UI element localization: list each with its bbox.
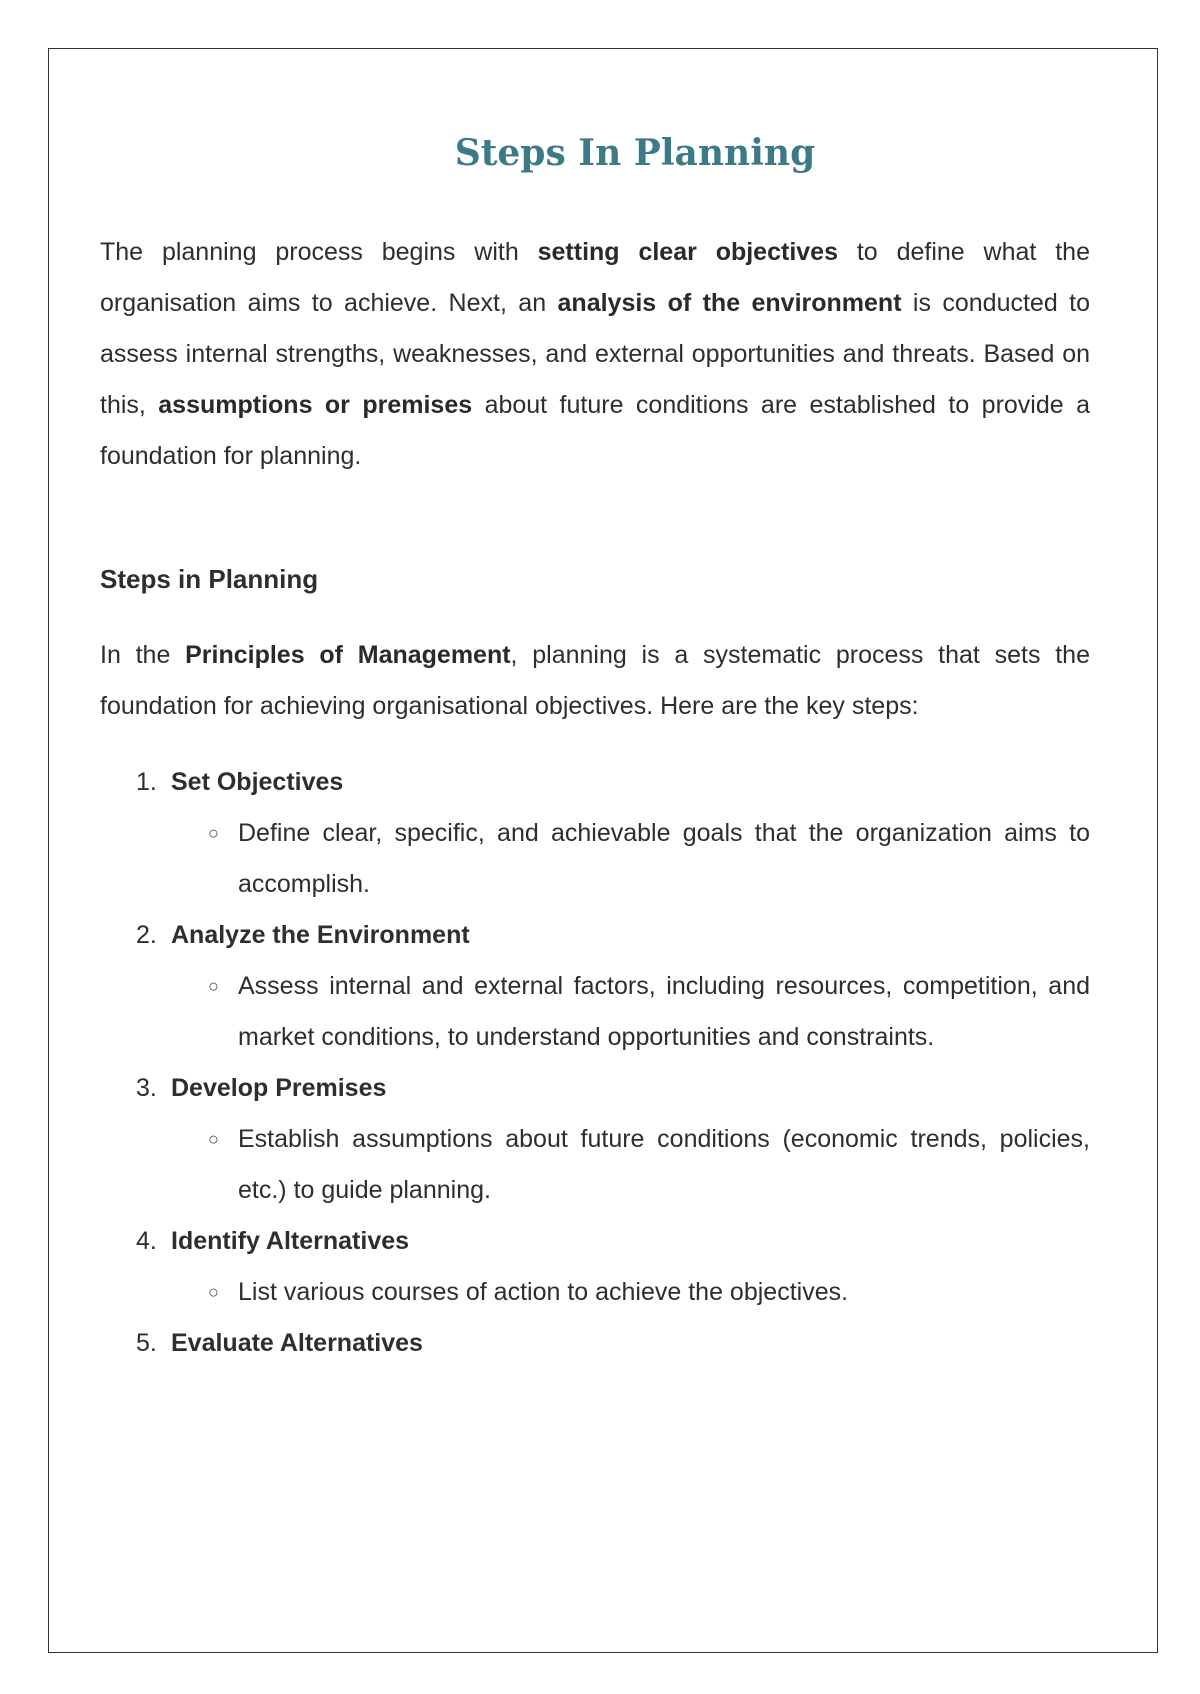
intro-bold-2: analysis of the environment <box>557 289 902 318</box>
step-title: Analyze the Environment <box>171 921 470 950</box>
hollow-bullet-icon: ○ <box>208 976 219 997</box>
intro-text-4: about future conditions are established to provide a foundation for planning. <box>100 391 1090 471</box>
step-heading <box>100 1318 1090 1369</box>
step-title: Set Objectives <box>171 768 344 797</box>
step-detail-text: Assess internal and external factors, including resources, competition, and market conditions, to understand opportunities and constraints. <box>238 972 1090 1052</box>
step-number: 1. <box>136 768 157 797</box>
intro-bold-1: setting clear objectives <box>537 238 838 267</box>
step-title: Identify Alternatives <box>171 1227 410 1256</box>
step-number: 5. <box>136 1329 157 1358</box>
step-heading <box>100 757 1090 808</box>
hollow-bullet-icon: ○ <box>208 823 219 844</box>
section-heading: Steps in Planning <box>100 564 319 595</box>
step-item <box>100 910 1090 1063</box>
principles-text-2: , planning is a systematic process that sets the foundation for achieving organisational objectives. Here are the key steps: <box>100 641 1090 721</box>
page-title: Steps In Planning <box>454 132 816 174</box>
intro-text-1: The planning process begins with <box>100 238 538 267</box>
step-detail <box>100 1267 1090 1318</box>
step-title: Develop Premises <box>171 1074 387 1103</box>
step-detail-text: Establish assumptions about future conditions (economic trends, policies, etc.) to guide planning. <box>238 1125 1090 1205</box>
hollow-bullet-icon: ○ <box>208 1282 219 1303</box>
step-detail-text: Define clear, specific, and achievable goals that the organization aims to accomplish. <box>238 819 1090 899</box>
step-item <box>100 757 1090 910</box>
intro-paragraph <box>100 227 1090 482</box>
step-detail <box>100 1114 1090 1216</box>
step-detail <box>100 961 1090 1063</box>
step-heading <box>100 910 1090 961</box>
hollow-bullet-icon: ○ <box>208 1129 219 1150</box>
steps-list <box>100 757 1090 1369</box>
step-number: 4. <box>136 1227 157 1256</box>
step-item <box>100 1063 1090 1216</box>
document-body <box>100 120 1090 1369</box>
principles-paragraph <box>100 630 1090 732</box>
intro-bold-3: assumptions or premises <box>158 391 473 420</box>
step-title: Evaluate Alternatives <box>171 1329 423 1358</box>
principles-text-1: In the <box>100 641 186 670</box>
step-heading <box>100 1063 1090 1114</box>
step-number: 3. <box>136 1074 157 1103</box>
step-item <box>100 1318 1090 1369</box>
step-detail-text: List various courses of action to achieve the objectives. <box>238 1278 849 1307</box>
intro-text-3: is conducted to assess internal strengths, weaknesses, and external opportunities and threats. Based on this, <box>100 289 1090 420</box>
step-number: 2. <box>136 921 157 950</box>
intro-text-2: to define what the organisation aims to achieve. Next, an <box>100 238 1090 318</box>
step-heading <box>100 1216 1090 1267</box>
principles-bold-1: Principles of Management <box>185 641 511 670</box>
step-detail <box>100 808 1090 910</box>
step-item <box>100 1216 1090 1318</box>
